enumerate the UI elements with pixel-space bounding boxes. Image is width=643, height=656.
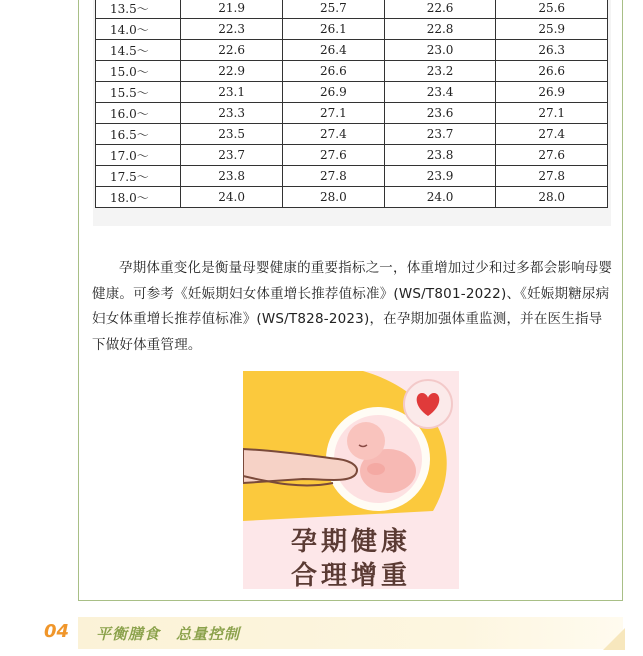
table-cell: 26.4 (283, 40, 385, 61)
table-cell: 13.5～ (96, 0, 181, 19)
table-cell: 27.6 (496, 145, 608, 166)
table-cell: 23.6 (384, 103, 496, 124)
table-cell: 15.5～ (96, 82, 181, 103)
table-cell: 23.9 (384, 166, 496, 187)
table-row (96, 40, 608, 61)
table-cell: 24.0 (384, 187, 496, 208)
table-cell: 18.0～ (96, 187, 181, 208)
table-cell: 16.5～ (96, 124, 181, 145)
table-cell: 25.7 (283, 0, 385, 19)
table-row (96, 82, 608, 103)
table-cell: 26.9 (283, 82, 385, 103)
table-cell: 22.9 (181, 61, 283, 82)
table-cell: 27.4 (496, 124, 608, 145)
table-cell: 27.1 (283, 103, 385, 124)
table-cell: 23.5 (181, 124, 283, 145)
table-cell: 14.5～ (96, 40, 181, 61)
table-cell: 14.0～ (96, 19, 181, 40)
section-number: 04 (44, 621, 70, 642)
table-cell: 17.5～ (96, 166, 181, 187)
illustration-graphic (243, 371, 459, 521)
table-cell: 21.9 (181, 0, 283, 19)
table-cell: 27.1 (496, 103, 608, 124)
table-cell: 26.6 (496, 61, 608, 82)
table-cell: 26.9 (496, 82, 608, 103)
table-cell: 23.7 (181, 145, 283, 166)
section-corner-decoration (603, 628, 625, 650)
table-cell: 22.3 (181, 19, 283, 40)
table-cell: 23.4 (384, 82, 496, 103)
table-row (96, 145, 608, 166)
table-cell: 28.0 (283, 187, 385, 208)
article-paragraph: 孕期体重变化是衡量母婴健康的重要指标之一，体重增加过少和过多都会影响母婴健康。可参考《妊娠期妇女体重增长推荐值标准》(WS/T801-2022)、《妊娠期糖尿病妇女体重增长推荐值标准》(WS/T828-2023)，在孕期加强体重监测，并在医生指导下做好体重管理。 (92, 260, 613, 353)
table-cell: 28.0 (496, 187, 608, 208)
table-row (96, 166, 608, 187)
table-cell: 23.3 (181, 103, 283, 124)
pregnancy-illustration (243, 371, 459, 589)
table-cell: 16.0～ (96, 103, 181, 124)
table-row (96, 61, 608, 82)
table-row (96, 0, 608, 19)
illustration-caption-2: 合理增重 (290, 561, 411, 589)
table-cell: 23.0 (384, 40, 496, 61)
table-row (96, 187, 608, 208)
table-cell: 26.6 (283, 61, 385, 82)
table-cell: 22.6 (181, 40, 283, 61)
table-cell: 23.8 (181, 166, 283, 187)
table-cell: 24.0 (181, 187, 283, 208)
table-cell: 27.4 (283, 124, 385, 145)
table-cell: 15.0～ (96, 61, 181, 82)
table-cell: 27.6 (283, 145, 385, 166)
table-cell: 27.8 (283, 166, 385, 187)
table-cell: 26.1 (283, 19, 385, 40)
table-cell: 22.6 (384, 0, 496, 19)
table-cell: 25.6 (496, 0, 608, 19)
weight-table (95, 0, 608, 208)
table-cell: 23.7 (384, 124, 496, 145)
table-cell: 17.0～ (96, 145, 181, 166)
table-cell: 23.1 (181, 82, 283, 103)
table-cell: 22.8 (384, 19, 496, 40)
section-title: 平衡膳食 总量控制 (96, 625, 241, 643)
table-cell: 23.8 (384, 145, 496, 166)
table-cell: 26.3 (496, 40, 608, 61)
table-cell: 27.8 (496, 166, 608, 187)
table-row (96, 19, 608, 40)
table-cell: 23.2 (384, 61, 496, 82)
table-row (96, 124, 608, 145)
table-cell: 25.9 (496, 19, 608, 40)
illustration-caption-1: 孕期健康 (290, 527, 411, 557)
table-row (96, 103, 608, 124)
